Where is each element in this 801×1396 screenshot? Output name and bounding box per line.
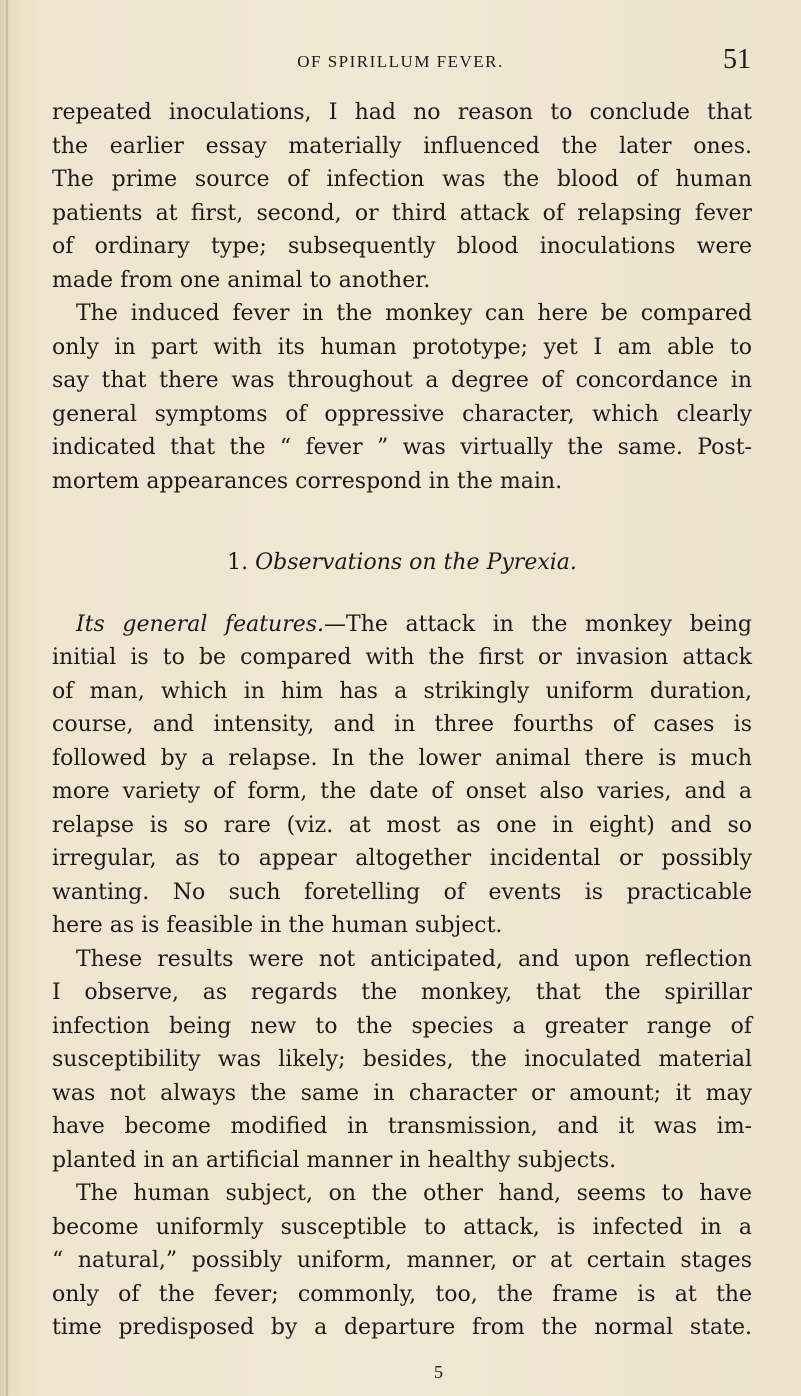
text-line: only of the fever; commonly, too, the frame is at the [52,1281,752,1307]
paragraph-3 [52,608,752,943]
text-line: of man, which in him has a strikingly uniform duration, [52,678,752,704]
section-title: Observations on the Pyrexia. [255,550,577,575]
text-line: the earlier essay materially influenced the later ones. [52,133,752,159]
text-line: planted in an artificial manner in healthy subjects. [52,1147,617,1173]
text-line [52,608,752,642]
text-line: here as is feasible in the human subject. [52,913,503,938]
paragraph-4 [52,943,752,1178]
text-line: The induced fever in the monkey can here be compared [76,301,752,326]
text-line: “ natural,” possibly uniform, manner, or at certain stages [52,1248,752,1273]
text-line: irregular, as to appear altogether incidental or possibly [52,846,752,871]
text-line: indicated that the “ fever ” was virtually the same. Post- [52,435,752,460]
text-line: say that there was throughout a degree of concordance in [52,368,752,393]
text-line: relapse is so rare (viz. at most as one in eight) and so [52,812,752,838]
text-line: I observe, as regards the monkey, that the spirillar [52,980,752,1005]
text-line: general symptoms of oppressive character, which clearly [52,401,752,427]
paragraph-lead-in: Its general features. [76,611,325,637]
text-line: susceptibility was likely; besides, the inoculated material [52,1047,752,1072]
text-line: more variety of form, the date of onset also varies, and a [52,779,752,804]
text-line: infection being new to the species a greater range of [52,1013,752,1039]
text-line: The prime source of infection was the blood of human [52,167,752,192]
text-line: have become modified in transmission, and it was im- [52,1114,752,1139]
lead-in-continuation: —The attack in the monkey being [324,611,752,637]
running-head [0,44,801,84]
text-line: followed by a relapse. In the lower animal there is much [52,745,752,771]
paragraph-5 [52,1177,752,1345]
text-line: made from one animal to another. [52,267,431,293]
paragraph-2 [52,297,752,498]
text-line: time predisposed by a departure from the normal state. [52,1315,752,1340]
page-number: 51 [723,44,751,75]
text-line: patients at first, second, or third attack of relapsing fever [52,200,752,226]
section-heading [52,546,752,580]
running-title: OF SPIRILLUM FEVER. [297,52,504,71]
text-line: was not always the same in character or amount; it may [52,1080,752,1106]
text-line: The human subject, on the other hand, seems to have [76,1181,752,1206]
section-number: 1. [227,550,249,575]
text-line: wanting. No such foretelling of events is practicable [52,879,752,905]
text-line: mortem appearances correspond in the main. [52,468,563,494]
text-line: repeated inoculations, I had no reason to conclude that [52,100,752,125]
text-line: only in part with its human prototype; yet I am able to [52,334,752,360]
body-text [52,96,752,1345]
text-line: initial is to be compared with the first or invasion attack [52,645,752,670]
text-line: of ordinary type; subsequently blood inoculations were [52,234,752,259]
paragraph-1 [52,96,752,297]
text-line: These results were not anticipated, and upon reflection [76,946,752,972]
text-line: become uniformly susceptible to attack, is infected in a [52,1214,752,1240]
binding-gutter [6,0,8,1396]
signature-mark: 5 [434,1362,443,1382]
text-line: course, and intensity, and in three fourths of cases is [52,712,752,737]
